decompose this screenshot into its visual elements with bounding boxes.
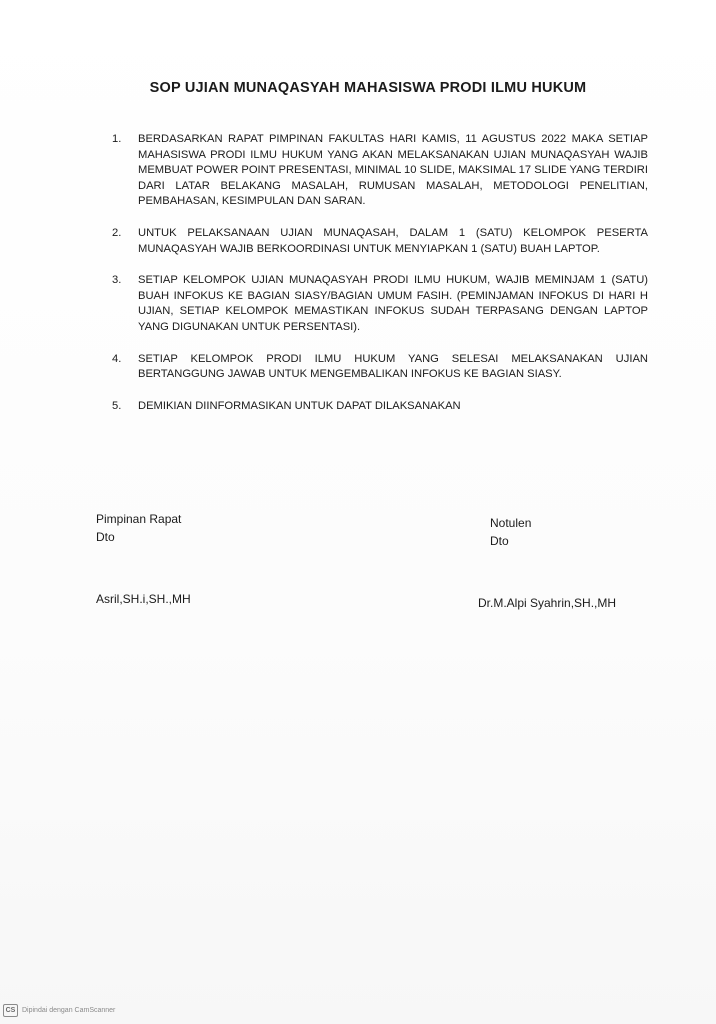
list-item-text: UNTUK PELAKSANAAN UJIAN MUNAQASAH, DALAM 1 (SATU) KELOMPOK PESERTA MUNAQASYAH WAJIB BERKOORDINASI UNTUK MENYIAPKAN 1 (SATU) BUAH LAPTOP.	[138, 226, 648, 255]
sop-list	[112, 132, 648, 430]
list-item	[112, 352, 648, 383]
camscanner-logo-icon: CS	[3, 1004, 18, 1017]
scanner-watermark-text: Dipindai dengan CamScanner	[22, 1007, 116, 1014]
list-item-number: 5.	[112, 399, 122, 412]
list-item-number: 2.	[112, 226, 122, 239]
signature-status: Dto	[490, 534, 509, 548]
scanner-watermark	[3, 1004, 115, 1017]
list-item	[112, 273, 648, 335]
signatory-name-right: Dr.M.Alpi Syahrin,SH.,MH	[478, 596, 617, 610]
list-item	[112, 132, 648, 210]
signature-status: Dto	[96, 530, 115, 544]
signature-role: Pimpinan Rapat	[96, 512, 182, 526]
list-item-text: BERDASARKAN RAPAT PIMPINAN FAKULTAS HARI KAMIS, 11 AGUSTUS 2022 MAKA SETIAP MAHASISWA PRODI ILMU HUKUM YANG AKAN MELAKSANAKAN UJIAN MUNAQASYAH WAJIB MEMBUAT POWER POINT PRESENTASI, MINIMAL 10 SLIDE, MAKSIMAL 17 SLIDE YANG TERDIRI DARI LATAR BELAKANG MASALAH, RUMUSAN MASALAH, METODOLOGI PENELITIAN, PEMBAHASAN, KESIMPULAN DAN SARAN.	[138, 133, 648, 208]
list-item-number: 4.	[112, 352, 122, 365]
signature-block-left	[96, 510, 181, 546]
signatory-name-left: Asril,SH.i,SH.,MH	[96, 592, 191, 606]
list-item-text: DEMIKIAN DIINFORMASIKAN UNTUK DAPAT DILAKSANAKAN	[138, 399, 461, 412]
list-item-number: 1.	[112, 133, 122, 145]
signature-role: Notulen	[490, 516, 532, 530]
document-title: SOP UJIAN MUNAQASYAH MAHASISWA PRODI ILMU HUKUM	[149, 80, 587, 96]
list-item-text: SETIAP KELOMPOK UJIAN MUNAQASYAH PRODI ILMU HUKUM, WAJIB MEMINJAM 1 (SATU) BUAH INFOKUS KE BAGIAN SIASY/BAGIAN UMUM FASIH. (PEMINJAMAN INFOKUS DI HARI H UJIAN, SETIAP KELOMPOK MEMASTIKAN INFOKUS SUDAH TERPASANG DENGAN LAPTOP YANG DIGUNAKAN UNTUK PERSENTASI).	[138, 274, 648, 333]
list-item-number: 3.	[112, 274, 122, 287]
list-item-text: SETIAP KELOMPOK PRODI ILMU HUKUM YANG SELESAI MELAKSANAKAN UJIAN BERTANGGUNG JAWAB UNTUK MENGEMBALIKAN INFOKUS KE BAGIAN SIASY.	[138, 352, 648, 381]
list-item	[112, 399, 648, 415]
list-item	[112, 226, 648, 257]
signature-block-right	[490, 514, 531, 550]
